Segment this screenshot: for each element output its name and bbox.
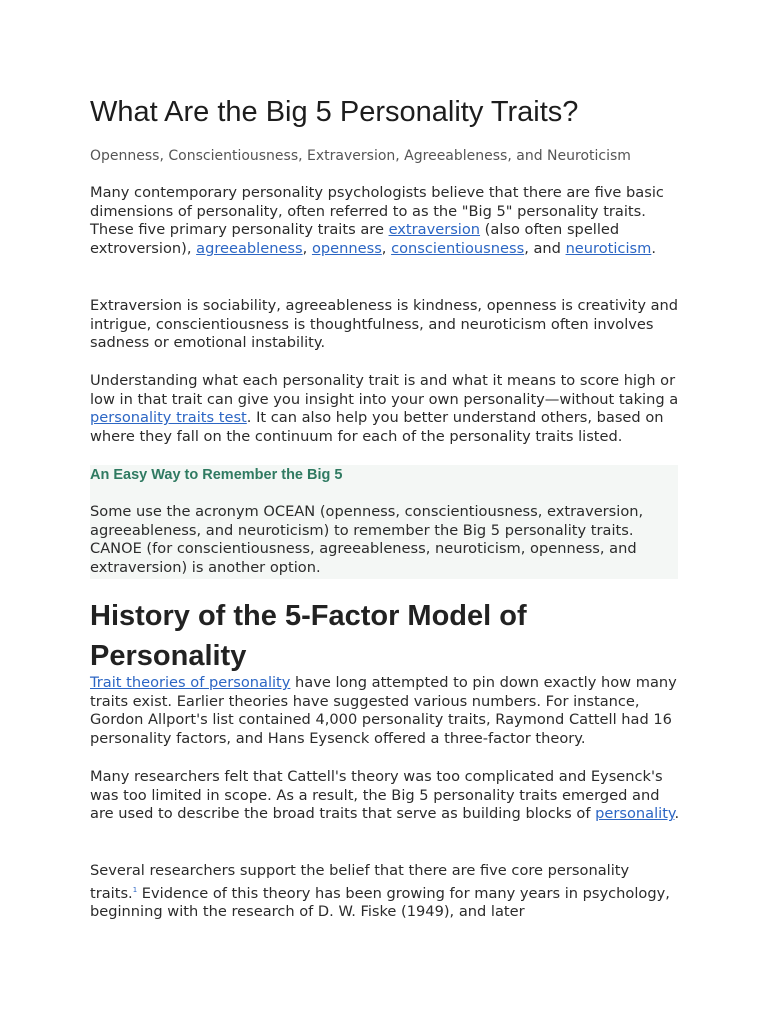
evidence-text: Several researchers support the belief that there are five core personality traits. bbox=[90, 862, 630, 902]
page-title: What Are the Big 5 Personality Traits? bbox=[90, 96, 579, 128]
link-trait-theories[interactable]: Trait theories of personality bbox=[90, 674, 291, 691]
understanding-paragraph bbox=[90, 372, 680, 447]
trait-theories-paragraph bbox=[90, 674, 680, 749]
researchers-text: Many researchers felt that Cattell's theory was too complicated and Eysenck's was too limited in scope. As a result, the Big 5 personality traits emerged and are used to describe the broad traits that serve as building blocks of bbox=[90, 768, 663, 823]
footnote-marker[interactable]: 1 bbox=[132, 885, 138, 894]
evidence-text: Evidence of this theory has been growing for many years in psychology, beginning with the research of D. W. Fiske (1949), and later bbox=[90, 884, 670, 921]
link-personality-traits-test[interactable]: personality traits test bbox=[90, 409, 247, 427]
intro-paragraph bbox=[90, 184, 680, 259]
intro-text: , and bbox=[524, 240, 566, 258]
intro-text: Many contemporary personality psychologists believe that there are five basic dimensions of personality, often referred to as the "Big 5" personality traits. These five primary personality traits are bbox=[90, 184, 664, 239]
traits-summary-paragraph: Extraversion is sociability, agreeableness is kindness, openness is creativity and intrigue, conscientiousness is thoughtfulness, and neuroticism often involves sadness or emotional instability. bbox=[90, 297, 679, 352]
link-neuroticism[interactable]: neuroticism bbox=[565, 240, 652, 258]
understanding-text: . It can also help you better understand others, based on where they fall on the continuum for each of the personality traits listed. bbox=[90, 409, 664, 446]
section-heading-history: History of the 5-Factor Model of Personality bbox=[90, 600, 527, 672]
understanding-text: Understanding what each personality trait is and what it means to score high or low in that trait can give you insight into your own personality—without taking a bbox=[90, 372, 679, 408]
intro-text: , bbox=[381, 240, 392, 258]
link-agreeableness[interactable]: agreeableness bbox=[196, 240, 303, 258]
researchers-paragraph bbox=[90, 768, 680, 824]
article-subtitle: Openness, Conscientiousness, Extraversion, Agreeableness, and Neuroticism bbox=[90, 148, 631, 164]
evidence-paragraph bbox=[90, 862, 680, 922]
link-openness[interactable]: openness bbox=[311, 240, 382, 258]
intro-text: , bbox=[302, 240, 312, 258]
link-personality[interactable]: personality bbox=[595, 805, 675, 823]
callout-body: Some use the acronym OCEAN (openness, conscientiousness, extraversion, agreeableness, and neuroticism) to remember the Big 5 personality traits. CANOE (for conscientiousness, agreeableness, neuroticism, openness, and extraversion) is another option. bbox=[90, 503, 644, 577]
researchers-text: . bbox=[674, 805, 680, 823]
callout-title: An Easy Way to Remember the Big 5 bbox=[90, 467, 343, 483]
intro-text: (also often spelled extroversion), bbox=[90, 221, 620, 258]
intro-text: . bbox=[651, 240, 656, 258]
link-conscientiousness[interactable]: conscientiousness bbox=[391, 240, 525, 258]
link-extraversion[interactable]: extraversion bbox=[388, 221, 481, 239]
trait-theories-text: have long attempted to pin down exactly how many traits exist. Earlier theories have suggested various numbers. For instance, Gordon Allport's list contained 4,000 personality traits, Raymond Cattell had 16 personality factors, and Hans Eysenck offered a three-factor theory. bbox=[90, 674, 677, 748]
